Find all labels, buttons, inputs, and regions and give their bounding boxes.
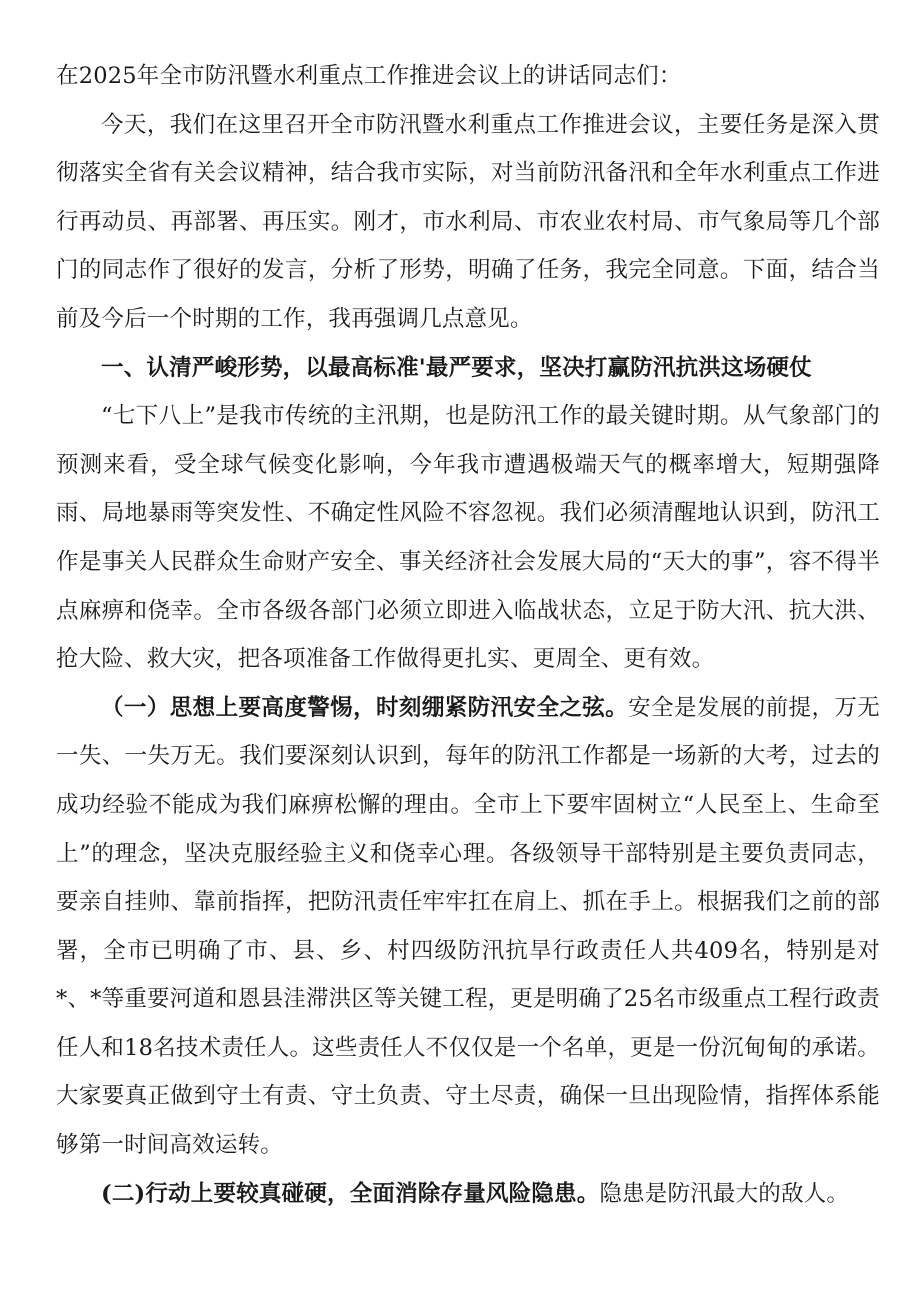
subsection-1-body: 安全是发展的前提，万无一失、一失万无。我们要深刻认识到，每年的防汛工作都是一场新的大考，过去的成功经验不能成为我们麻痹松懈的理由。全市上下要牢固树立“人民至上、生命至上”的理念，坚决克服经验主义和侥幸心理。各级领导干部特别是主要负责同志，要亲自挂帅、靠前指挥，把防汛责任牢牢扛在肩上、抓在手上。根据我们之前的部署，全市已明确了市、县、乡、村四级防汛抗旱行政责任人共409名，特别是对*、*等重要河道和恩县洼滞洪区等关键工程，更是明确了25名市级重点工程行政责任人和18名技术责任人。这些责任人不仅仅是一个名单，更是一份沉甸甸的承诺。大家要真正做到守土有责、守土负责、守土尽责，确保一旦出现险情，指挥体系能够第一时间高效运转。 (56, 694, 881, 1159)
subsection-2-lead: (二)行动上要较真碰硬，全面消除存量风险隐患。 (101, 1180, 600, 1207)
section-1-paragraph: “七下八上”是我市传统的主汛期，也是防汛工作的最关键时期。从气象部门的预测来看，受全球气候变化影响，今年我市遭遇极端天气的概率增大，短期强降雨、局地暴雨等突发性、不确定性风险不容忽视。我们必须清醒地认识到，防汛工作是事关人民群众生命财产安全、事关经济社会发展大局的“天大的事”，容不得半点麻痹和侥幸。全市各级各部门必须立即进入临战状态，立足于防大汛、抗大洪、抢大险、救大灾，把各项准备工作做得更扎实、更周全、更有效。 (56, 403, 880, 673)
section-1-heading: 一、认清严峻形势，以最高标准'最严要求，坚决打赢防汛抗洪这场硬仗 (101, 354, 812, 381)
intro-paragraph: 今天，我们在这里召开全市防汛暨水利重点工作推进会议，主要任务是深入贯彻落实全省有关会议精神，结合我市实际，对当前防汛备汛和全年水利重点工作进行再动员、再部署、再压实。刚才，市水利局、市农业农村局、市气象局等几个部门的同志作了很好的发言，分析了形势，明确了任务，我完全同意。下面，结合当前及今后一个时期的工作，我再强调几点意见。 (56, 111, 880, 332)
document-body (56, 52, 880, 1218)
subsection-2-body: 隐患是防汛最大的敌人。 (599, 1180, 850, 1207)
subsection-1-lead: （一）思想上要高度警惕，时刻绷紧防汛安全之弦。 (101, 694, 629, 721)
speech-title-line: 在2025年全市防汛暨水利重点工作推进会议上的讲话同志们： (56, 63, 682, 89)
subsection-2-paragraph (56, 1170, 880, 1219)
subsection-1-paragraph (56, 684, 880, 1170)
